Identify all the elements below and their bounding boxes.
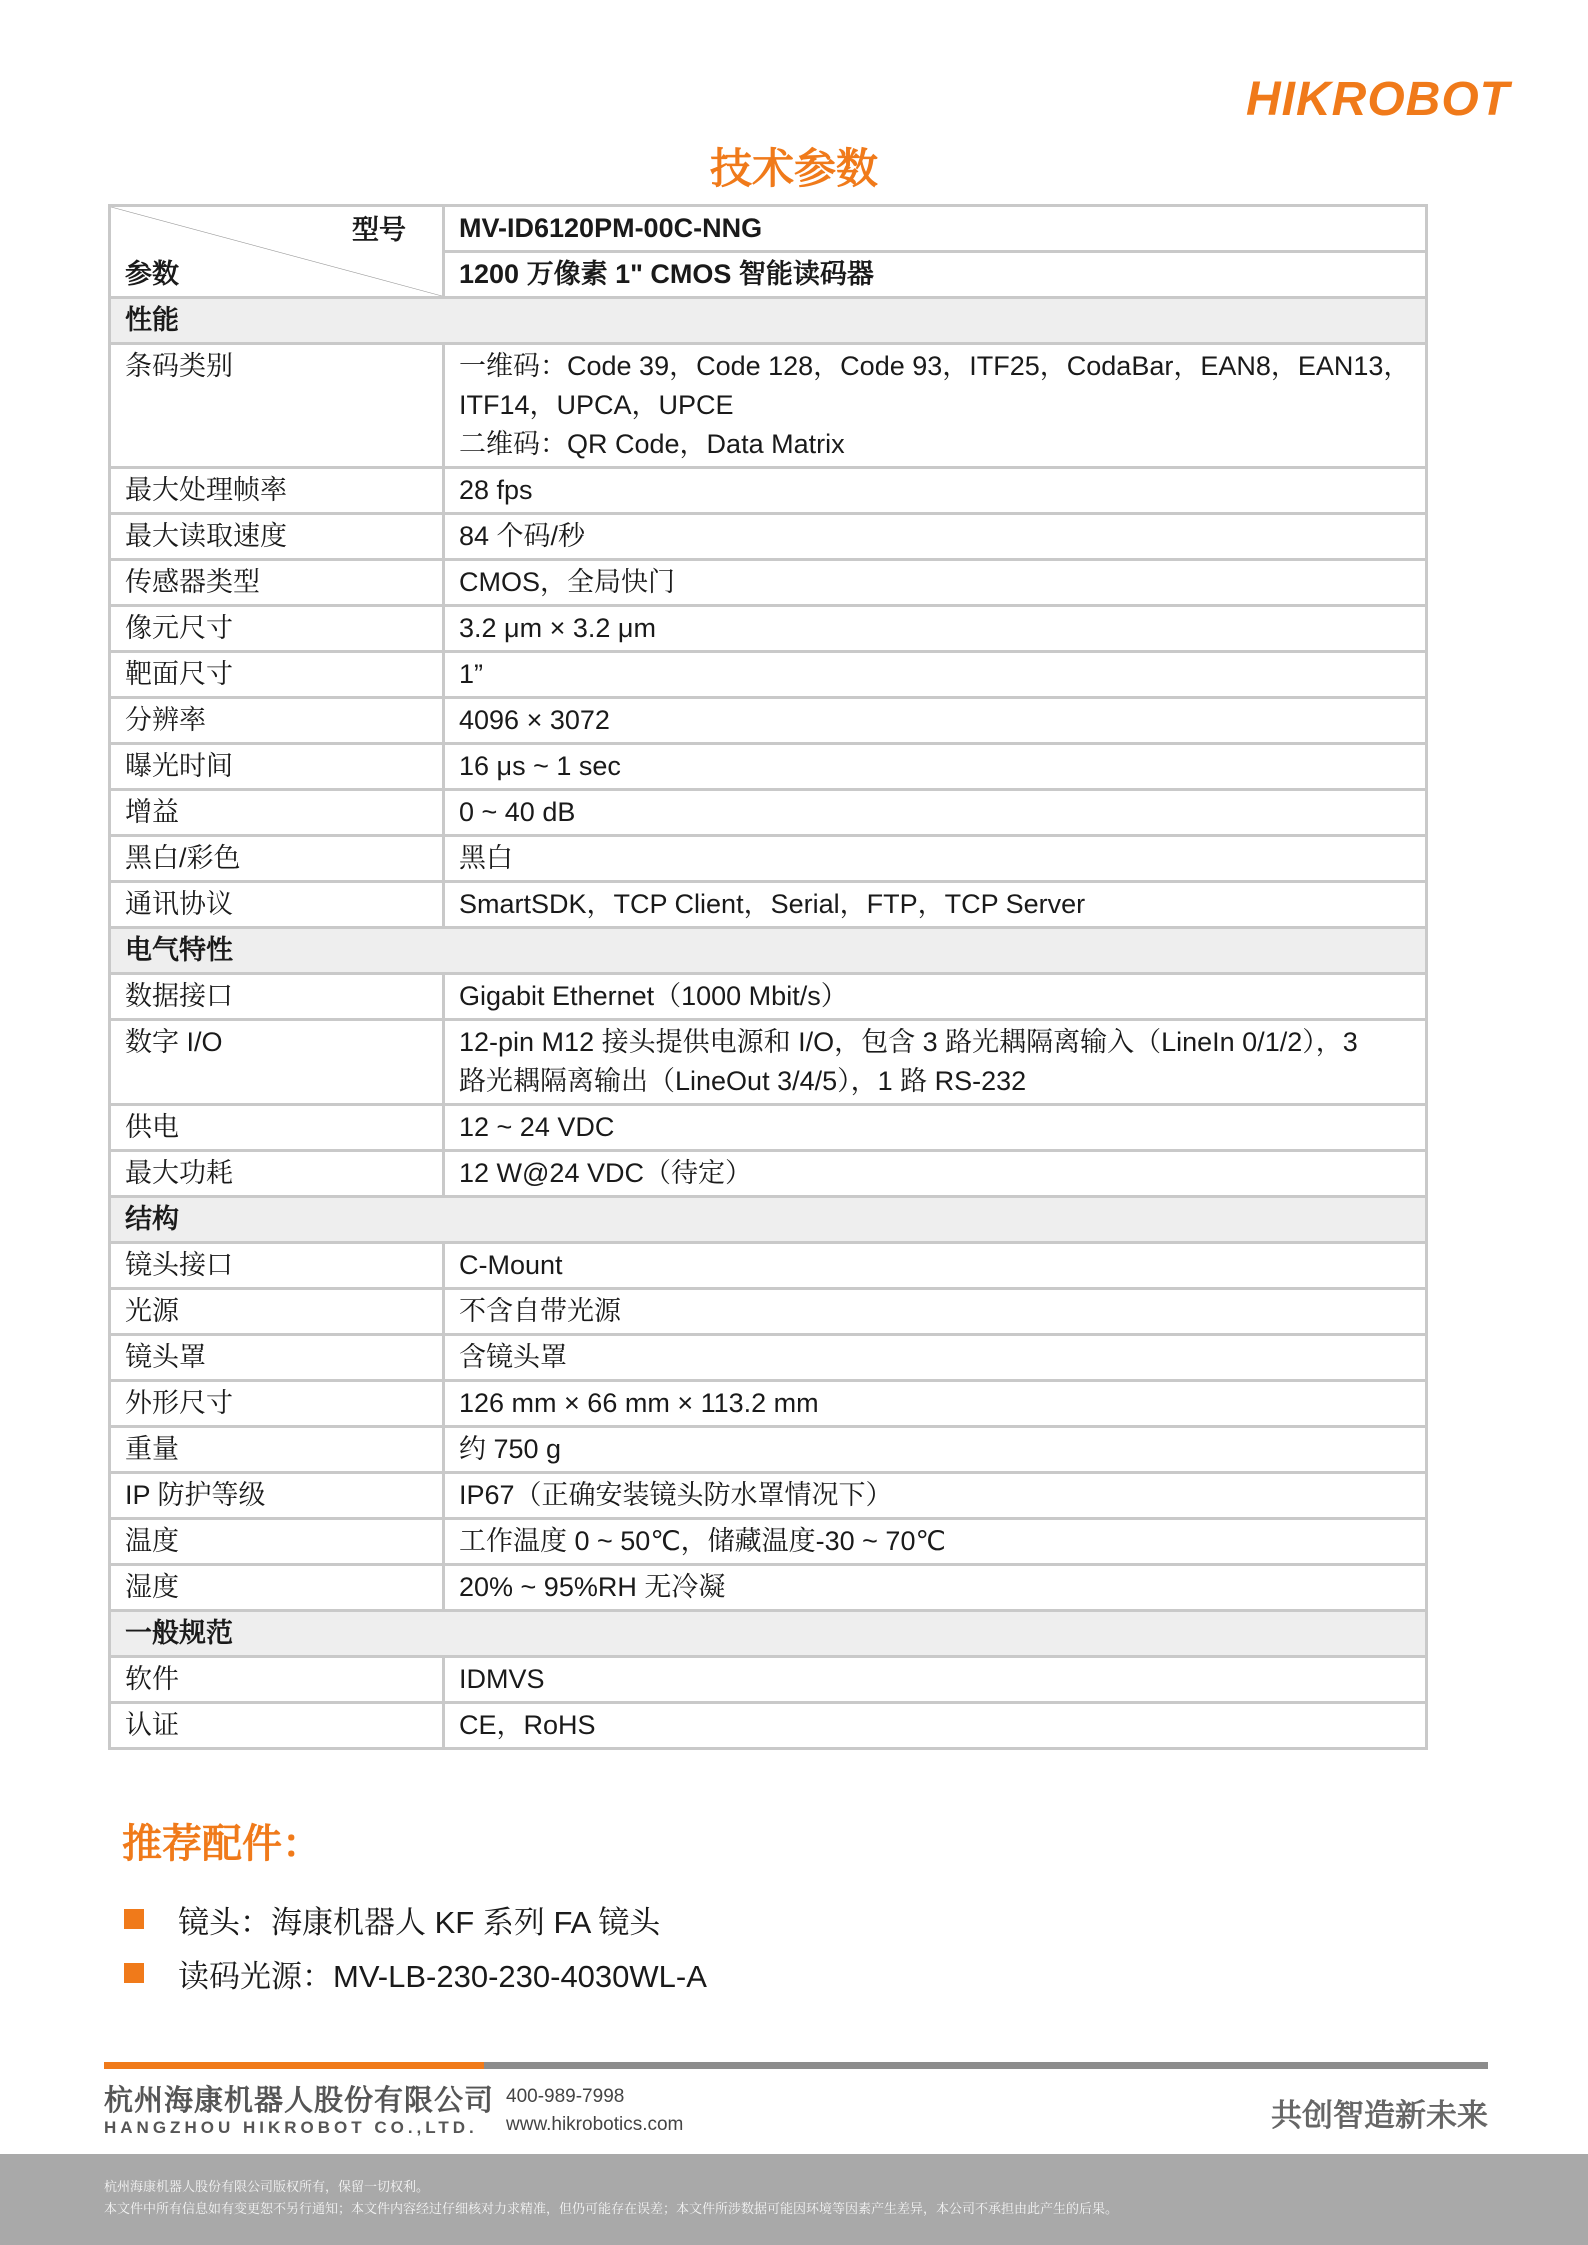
- param-value-line: IP67（正确安装镜头防水罩情况下）: [459, 1480, 893, 1510]
- param-name: 分辨率: [110, 698, 444, 744]
- param-value: [444, 1020, 1427, 1105]
- param-value-line: 16 μs ~ 1 sec: [459, 751, 621, 781]
- param-value-line: 20% ~ 95%RH 无冷凝: [459, 1572, 726, 1602]
- accessory-text: 镜头：海康机器人 KF 系列 FA 镜头: [178, 1904, 661, 1940]
- model-number-cell: MV-ID6120PM-00C-NNG: [444, 206, 1427, 252]
- param-value: [444, 882, 1427, 928]
- param-name: 通讯协议: [110, 882, 444, 928]
- table-row: [110, 790, 1427, 836]
- table-row: [110, 1105, 1427, 1151]
- param-value-line: IDMVS: [459, 1664, 545, 1694]
- param-value-line: 一维码：Code 39，Code 128，Code 93，ITF25，CodaBar，EAN8，EAN13，: [459, 351, 1411, 381]
- table-row: [110, 1565, 1427, 1611]
- param-value: [444, 1427, 1427, 1473]
- param-value-line: 12-pin M12 接头提供电源和 I/O，包含 3 路光耦隔离输入（LineIn 0/1/2），3: [459, 1027, 1358, 1057]
- param-value: [444, 1565, 1427, 1611]
- param-name: 曝光时间: [110, 744, 444, 790]
- param-name: 数据接口: [110, 974, 444, 1020]
- param-value: [444, 1151, 1427, 1197]
- table-row: [110, 1335, 1427, 1381]
- param-name: 最大功耗: [110, 1151, 444, 1197]
- param-value-line: 含镜头罩: [459, 1342, 567, 1372]
- table-row: [110, 1381, 1427, 1427]
- param-value: [444, 1381, 1427, 1427]
- company-slogan: 共创智造新未来: [1271, 2098, 1488, 2133]
- table-row: [110, 560, 1427, 606]
- table-row: [110, 744, 1427, 790]
- footer-accent-bar: [104, 2062, 484, 2069]
- section-title: 性能: [110, 298, 1427, 344]
- param-value: [444, 698, 1427, 744]
- param-value: [444, 606, 1427, 652]
- param-name: 重量: [110, 1427, 444, 1473]
- table-row: [110, 1473, 1427, 1519]
- param-value-line: 不含自带光源: [459, 1296, 621, 1326]
- section-row: [110, 928, 1427, 974]
- section-row: [110, 1197, 1427, 1243]
- param-name: IP 防护等级: [110, 1473, 444, 1519]
- param-name: 镜头罩: [110, 1335, 444, 1381]
- accessory-text: 读码光源：MV-LB-230-230-4030WL-A: [178, 1958, 707, 1994]
- param-name: 传感器类型: [110, 560, 444, 606]
- param-value: [444, 560, 1427, 606]
- company-name-en: HANGZHOU HIKROBOT CO.,LTD.: [104, 2118, 478, 2137]
- table-row: [110, 468, 1427, 514]
- disclaimer-notice: 本文件中所有信息如有变更恕不另行通知；本文件内容经过仔细核对力求精准，但仍可能存在误差；本文件所涉数据可能因环境等因素产生差异，本公司不承担由此产生的后果。: [104, 2202, 1119, 2217]
- param-value-line: 0 ~ 40 dB: [459, 797, 576, 827]
- param-value: [444, 836, 1427, 882]
- accessories-list: [124, 1892, 707, 2000]
- param-value-line: SmartSDK，TCP Client，Serial，FTP，TCP Server: [459, 889, 1086, 919]
- param-value: [444, 1703, 1427, 1749]
- param-value-line: 28 fps: [459, 475, 533, 505]
- param-name: 软件: [110, 1657, 444, 1703]
- param-value: [444, 1519, 1427, 1565]
- param-value: [444, 744, 1427, 790]
- table-row: [110, 1519, 1427, 1565]
- header-param-label: 参数: [125, 259, 179, 289]
- param-value: [444, 1289, 1427, 1335]
- param-value-line: 4096 × 3072: [459, 705, 610, 735]
- param-name: 条码类别: [110, 344, 444, 468]
- table-row: [110, 1289, 1427, 1335]
- param-name: 增益: [110, 790, 444, 836]
- param-name: 温度: [110, 1519, 444, 1565]
- header-model-label: 型号: [352, 215, 406, 245]
- section-title: 一般规范: [110, 1611, 1427, 1657]
- accessories-title: 推荐配件：: [122, 1822, 322, 1866]
- param-name: 供电: [110, 1105, 444, 1151]
- param-value-line: 黑白: [459, 843, 513, 873]
- param-value: [444, 1105, 1427, 1151]
- param-value: [444, 790, 1427, 836]
- list-item: [124, 1946, 707, 2000]
- param-value: [444, 1335, 1427, 1381]
- list-item: [124, 1892, 707, 1946]
- param-value-line: 路光耦隔离输出（LineOut 3/4/5），1 路 RS-232: [459, 1066, 1027, 1096]
- table-row: [110, 1703, 1427, 1749]
- table-row: [110, 1427, 1427, 1473]
- param-value-line: ITF14，UPCA，UPCE: [459, 390, 734, 420]
- param-value-line: CE，RoHS: [459, 1710, 596, 1740]
- param-value-line: 12 ~ 24 VDC: [459, 1112, 615, 1142]
- table-row: [110, 1657, 1427, 1703]
- hikrobot-logo: HIKROBOT: [1246, 73, 1510, 126]
- table-row: [110, 344, 1427, 468]
- website-link[interactable]: www.hikrobotics.com: [506, 2114, 684, 2135]
- section-row: [110, 298, 1427, 344]
- section-title: 电气特性: [110, 928, 1427, 974]
- footer-divider-bar: [484, 2062, 1488, 2069]
- section-row: [110, 1611, 1427, 1657]
- table-row: [110, 1151, 1427, 1197]
- square-bullet-icon: [124, 1963, 144, 1983]
- param-value-line: 二维码：QR Code，Data Matrix: [459, 429, 845, 459]
- param-value-line: Gigabit Ethernet（1000 Mbit/s）: [459, 981, 848, 1011]
- param-name: 光源: [110, 1289, 444, 1335]
- table-row: [110, 514, 1427, 560]
- param-value-line: 工作温度 0 ~ 50℃，储藏温度-30 ~ 70℃: [459, 1526, 946, 1556]
- spec-table: [108, 204, 1428, 1750]
- param-name: 靶面尺寸: [110, 652, 444, 698]
- param-name: 数字 I/O: [110, 1020, 444, 1105]
- param-name: 像元尺寸: [110, 606, 444, 652]
- param-value: [444, 652, 1427, 698]
- param-name: 外形尺寸: [110, 1381, 444, 1427]
- model-description-cell: 1200 万像素 1" CMOS 智能读码器: [444, 252, 1427, 298]
- param-value-line: 126 mm × 66 mm × 113.2 mm: [459, 1388, 819, 1418]
- param-name: 湿度: [110, 1565, 444, 1611]
- param-value: [444, 514, 1427, 560]
- table-row: [110, 1020, 1427, 1105]
- param-value-line: 约 750 g: [459, 1434, 562, 1464]
- param-value: [444, 1657, 1427, 1703]
- param-value-line: 12 W@24 VDC（待定）: [459, 1158, 752, 1188]
- square-bullet-icon: [124, 1909, 144, 1929]
- param-name: 最大处理帧率: [110, 468, 444, 514]
- phone-number: 400-989-7998: [506, 2086, 625, 2107]
- section-title: 结构: [110, 1197, 1427, 1243]
- param-name: 镜头接口: [110, 1243, 444, 1289]
- param-value-line: CMOS，全局快门: [459, 567, 675, 597]
- table-row: [110, 882, 1427, 928]
- param-value: [444, 1473, 1427, 1519]
- param-value-line: C-Mount: [459, 1250, 563, 1280]
- param-name: 认证: [110, 1703, 444, 1749]
- table-row: [110, 1243, 1427, 1289]
- table-row: [110, 836, 1427, 882]
- param-value-line: 3.2 μm × 3.2 μm: [459, 613, 656, 643]
- param-value-line: 1”: [459, 659, 484, 689]
- table-row: [110, 606, 1427, 652]
- page-title: 技术参数: [709, 145, 878, 192]
- table-row: [110, 698, 1427, 744]
- header-corner-cell: [110, 206, 444, 298]
- param-value: [444, 974, 1427, 1020]
- param-value: [444, 1243, 1427, 1289]
- company-name-cn: 杭州海康机器人股份有限公司: [104, 2085, 495, 2117]
- table-row: [110, 652, 1427, 698]
- param-name: 最大读取速度: [110, 514, 444, 560]
- param-value: [444, 344, 1427, 468]
- copyright-notice: 杭州海康机器人股份有限公司版权所有，保留一切权利。: [104, 2180, 430, 2195]
- param-value: [444, 468, 1427, 514]
- table-row: [110, 974, 1427, 1020]
- param-name: 黑白/彩色: [110, 836, 444, 882]
- legal-notice-bar: [0, 2154, 1588, 2245]
- table-header-row: [110, 206, 1427, 252]
- param-value-line: 84 个码/秒: [459, 521, 586, 551]
